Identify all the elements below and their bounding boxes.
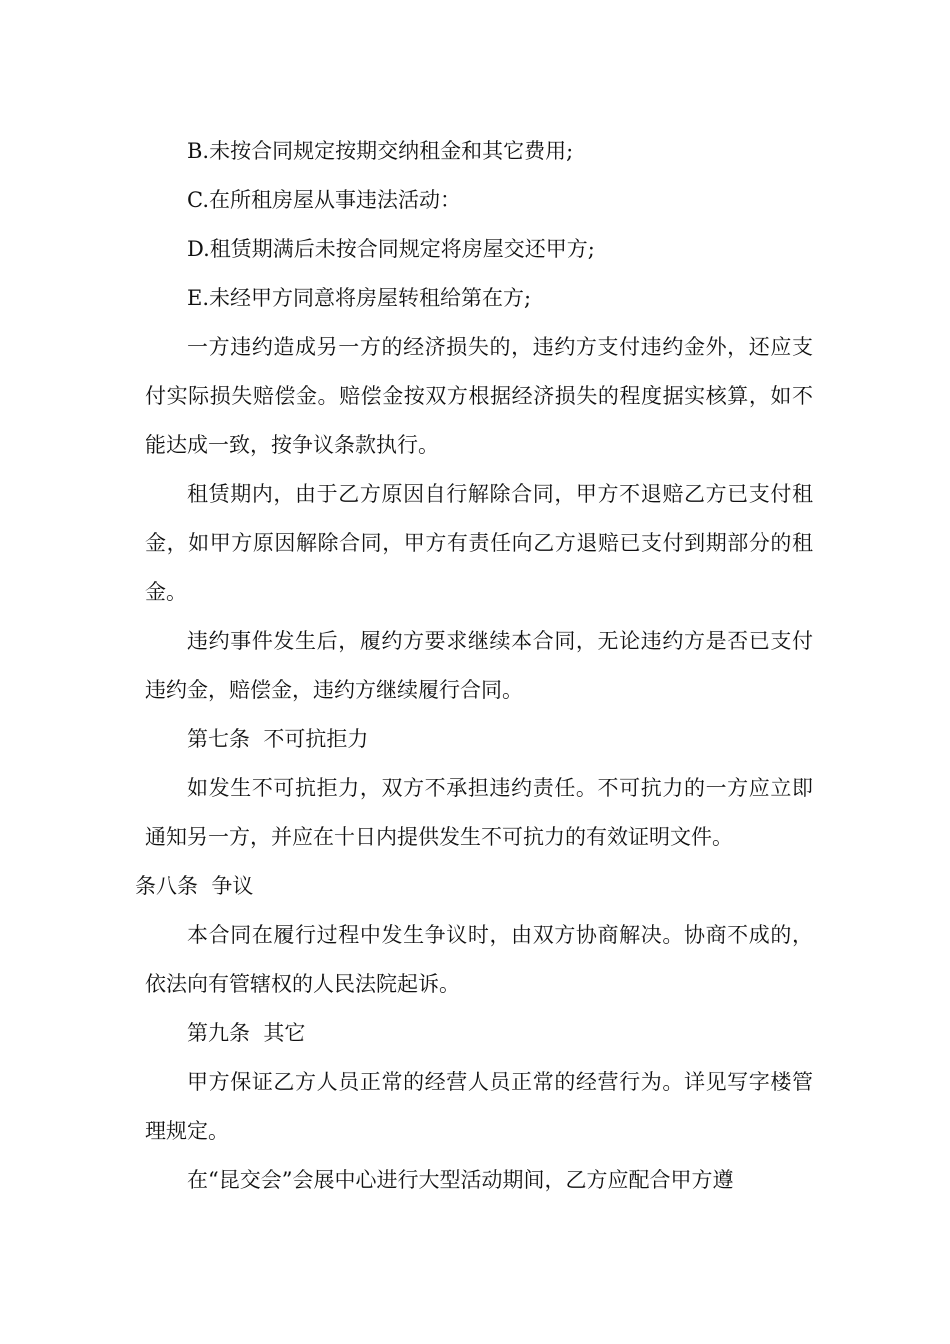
- article-7-heading: 第七条 不可抗拒力: [187, 727, 369, 751]
- document-body: [135, 127, 813, 1205]
- clause-item-d: D.租赁期满后未按合同规定将房屋交还甲方;: [187, 237, 595, 261]
- clause-item-e: E.未经甲方同意将房屋转租给第在方;: [187, 286, 532, 310]
- dispute-paragraph: 本合同在履行过程中发生争议时，由双方协商解决。协商不成的，依法向有管辖权的人民法院起诉。: [145, 923, 813, 996]
- continue-performance-paragraph: 违约事件发生后，履约方要求继续本合同，无论违约方是否已支付违约金，赔偿金，违约方继续履行合同。: [145, 629, 813, 702]
- expo-cooperation-paragraph: 在“昆交会”会展中心进行大型活动期间，乙方应配合甲方遵: [187, 1168, 734, 1192]
- article-9-heading: 第九条 其它: [187, 1021, 306, 1045]
- clause-item-c: C.在所租房屋从事违法活动：: [187, 188, 461, 212]
- breach-compensation-paragraph: 一方违约造成另一方的经济损失的，违约方支付违约金外，还应支付实际损失赔偿金。赔偿金按双方根据经济损失的程度据实核算，如不能达成一致，按争议条款执行。: [145, 335, 813, 457]
- business-conduct-paragraph: 甲方保证乙方人员正常的经营人员正常的经营行为。详见写字楼管理规定。: [145, 1070, 813, 1143]
- force-majeure-paragraph: 如发生不可抗拒力，双方不承担违约责任。不可抗力的一方应立即通知另一方，并应在十日内提供发生不可抗力的有效证明文件。: [145, 776, 813, 849]
- article-8-heading: 条八条 争议: [135, 874, 254, 898]
- termination-refund-paragraph: 租赁期内，由于乙方原因自行解除合同，甲方不退赔乙方已支付租金，如甲方原因解除合同，甲方有责任向乙方退赔已支付到期部分的租金。: [145, 482, 813, 604]
- clause-item-b: B.未按合同规定按期交纳租金和其它费用;: [187, 139, 574, 163]
